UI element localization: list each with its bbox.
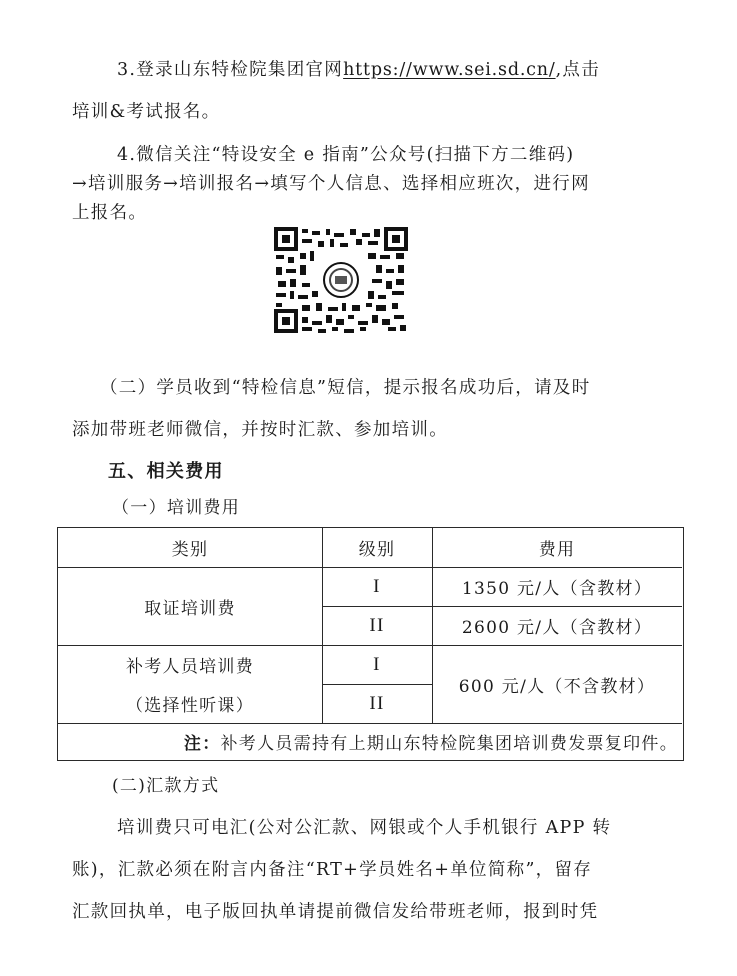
remittance-line2: 账)，汇款必须在附言内备注“RT+学员姓名+单位简称”，留存 — [72, 860, 593, 880]
step3-line1 — [117, 58, 600, 82]
notice-line1: （二）学员收到“特检信息”短信，提示报名成功后，请及时 — [100, 378, 591, 398]
level-cell: II — [369, 692, 385, 714]
category-retake-note: （选择性听课） — [125, 696, 255, 716]
table-note — [58, 723, 682, 760]
fee-cell: 600 元/人（不含教材） — [458, 676, 656, 697]
remittance-heading: (二)汇款方式 — [112, 776, 220, 796]
step4-line3: 上报名。 — [72, 203, 148, 223]
level-cell: II — [369, 614, 385, 636]
wechat-qr-code — [272, 225, 410, 335]
notice-line2: 添加带班老师微信，并按时汇款、参加培训。 — [72, 420, 448, 440]
step3-line2: 培训&考试报名。 — [72, 102, 221, 122]
category-certification-training: 取证培训费 — [144, 598, 236, 619]
official-website-link[interactable]: https://www.sei.sd.cn/ — [343, 60, 556, 80]
remittance-line3: 汇款回执单，电子版回执单请提前微信发给带班老师，报到时凭 — [72, 902, 599, 922]
category-retake-training: 补考人员培训费 — [125, 657, 255, 677]
training-fee-subheading: （一）培训费用 — [112, 498, 241, 518]
level-cell: I — [373, 575, 381, 597]
header-fee: 费用 — [538, 540, 576, 560]
step4-line2: →培训服务→培训报名→填写个人信息、选择相应班次，进行网 — [72, 174, 590, 194]
note-label: 注： — [183, 734, 221, 754]
step3-prefix: 3.登录山东特检院集团官网 — [117, 60, 344, 80]
level-cell: I — [373, 653, 381, 675]
remittance-line1: 培训费只可电汇(公对公汇款、网银或个人手机银行 APP 转 — [117, 818, 612, 838]
note-text: 补考人员需持有上期山东特检院集团培训费发票复印件。 — [220, 734, 678, 754]
header-level: 级别 — [358, 540, 396, 560]
fee-cell: 2600 元/人（含教材） — [461, 618, 653, 638]
fee-cell: 1350 元/人（含教材） — [461, 579, 653, 599]
step4-line1: 4.微信关注“特设安全 e 指南”公众号(扫描下方二维码) — [117, 145, 575, 165]
section5-heading: 五、相关费用 — [108, 461, 224, 482]
fee-table — [57, 527, 684, 761]
step3-suffix: ,点击 — [555, 60, 601, 80]
header-category: 类别 — [171, 540, 209, 560]
